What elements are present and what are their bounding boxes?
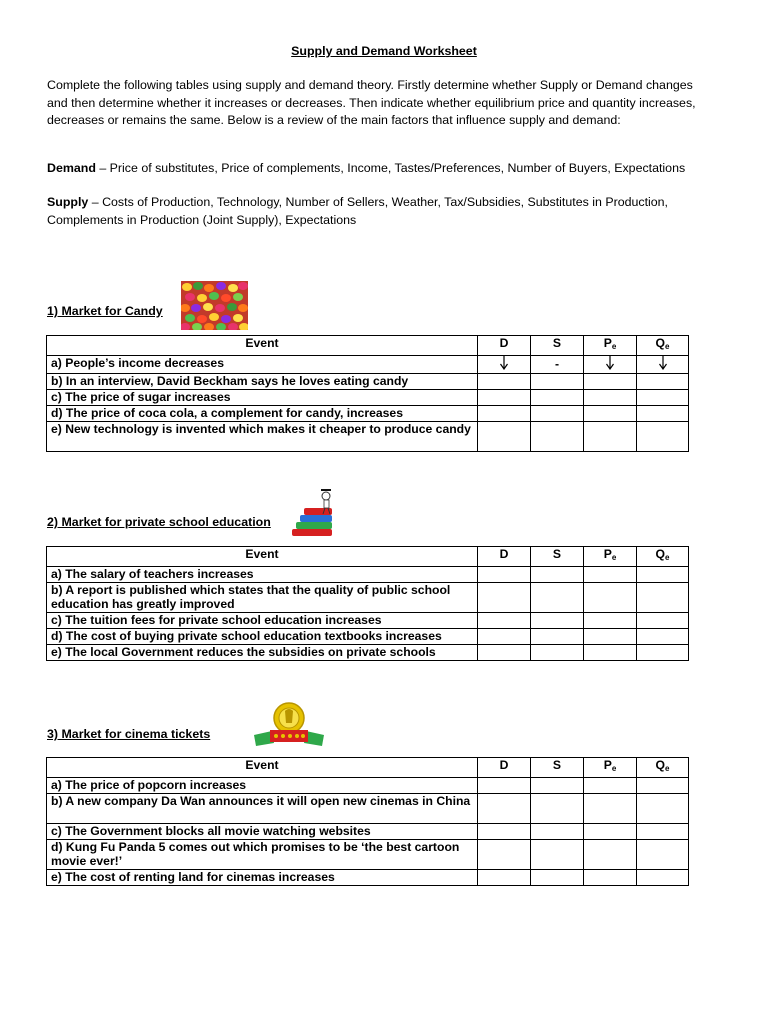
event-cell: e) The local Government reduces the subsidies on private schools <box>47 644 478 660</box>
col-s: S <box>531 758 584 778</box>
col-d: D <box>478 336 531 356</box>
demand-factors <box>47 160 727 178</box>
answer-qe-cell[interactable] <box>637 839 689 869</box>
event-cell: c) The tuition fees for private school education increases <box>47 612 478 628</box>
answer-pe-cell[interactable] <box>584 422 637 452</box>
event-cell: d) The price of coca cola, a complement for candy, increases <box>47 406 478 422</box>
table-row <box>47 582 689 612</box>
answer-qe-cell[interactable] <box>637 793 689 823</box>
answer-pe-cell[interactable] <box>584 390 637 406</box>
answer-d-cell[interactable] <box>478 355 531 374</box>
col-qe: $Q_e$ <box>637 758 689 778</box>
answer-qe-cell[interactable] <box>637 406 689 422</box>
event-cell: a) The price of popcorn increases <box>47 777 478 793</box>
answer-d-cell[interactable] <box>478 390 531 406</box>
answer-qe-cell[interactable] <box>637 644 689 660</box>
answer-d-cell[interactable] <box>478 566 531 582</box>
table-header-row <box>47 336 689 356</box>
event-cell: c) The price of sugar increases <box>47 390 478 406</box>
answer-qe-cell[interactable] <box>637 628 689 644</box>
answer-pe-cell[interactable] <box>584 406 637 422</box>
answer-s-cell[interactable] <box>531 612 584 628</box>
col-qe: $Q_e$ <box>637 336 689 356</box>
event-cell: b) A new company Da Wan announces it will open new cinemas in China <box>47 793 478 823</box>
answer-qe-cell[interactable] <box>637 390 689 406</box>
answer-s-cell[interactable] <box>531 777 584 793</box>
answer-qe-cell[interactable] <box>637 374 689 390</box>
section-3-heading <box>47 726 210 744</box>
table-row <box>47 612 689 628</box>
answer-s-cell[interactable] <box>531 628 584 644</box>
answer-pe-cell[interactable] <box>584 777 637 793</box>
answer-s-cell[interactable] <box>531 422 584 452</box>
col-s: S <box>531 547 584 567</box>
col-event: Event <box>47 547 478 567</box>
event-cell: a) People’s income decreases <box>47 355 478 374</box>
supply-factors <box>47 194 727 229</box>
answer-s-cell[interactable] <box>531 644 584 660</box>
event-cell: b) A report is published which states that the quality of public school education has greatly improved <box>47 582 478 612</box>
answer-pe-cell[interactable] <box>584 628 637 644</box>
section-1-number: 1) <box>47 304 59 318</box>
answer-qe-cell[interactable] <box>637 869 689 885</box>
answer-pe-cell[interactable] <box>584 869 637 885</box>
col-event: Event <box>47 336 478 356</box>
cinema-table <box>46 757 689 886</box>
table-row <box>47 390 689 406</box>
section-2-number: 2) <box>47 515 59 529</box>
table-row <box>47 566 689 582</box>
page-title: Supply and Demand Worksheet <box>291 44 477 58</box>
answer-qe-cell[interactable] <box>637 777 689 793</box>
candy-image <box>181 281 248 330</box>
answer-pe-cell[interactable] <box>584 839 637 869</box>
answer-d-cell[interactable] <box>478 612 531 628</box>
col-s: S <box>531 336 584 356</box>
section-1-title: Market for Candy <box>61 304 163 318</box>
event-cell: a) The salary of teachers increases <box>47 566 478 582</box>
table-row <box>47 406 689 422</box>
graduate-books-image <box>290 487 350 539</box>
answer-pe-cell[interactable] <box>584 612 637 628</box>
answer-s-cell[interactable] <box>531 566 584 582</box>
answer-pe-cell[interactable] <box>584 644 637 660</box>
answer-d-cell[interactable] <box>478 839 531 869</box>
demand-label: Demand <box>47 161 96 175</box>
intro-paragraph: Complete the following tables using supply and demand theory. Firstly determine whether Supply or Demand changes and then determine whether it increases or decreases. Then indicate whether equilibrium price and quantity increases, decreases or remains the same. Below is a review of the main factors that influence supply and demand: <box>47 78 696 127</box>
table-row <box>47 374 689 390</box>
answer-s-cell[interactable] <box>531 374 584 390</box>
answer-s-cell[interactable] <box>531 582 584 612</box>
answer-d-cell[interactable] <box>478 406 531 422</box>
col-event: Event <box>47 758 478 778</box>
answer-d-cell[interactable] <box>478 869 531 885</box>
answer-qe-cell[interactable] <box>637 823 689 839</box>
answer-pe-cell[interactable] <box>584 355 637 374</box>
answer-d-cell[interactable] <box>478 644 531 660</box>
table-row <box>47 628 689 644</box>
down-arrow-icon <box>499 356 509 370</box>
col-pe: $P_e$ <box>584 336 637 356</box>
answer-pe-cell[interactable] <box>584 374 637 390</box>
col-qe: $Q_e$ <box>637 547 689 567</box>
section-3-number: 3) <box>47 727 59 741</box>
event-cell: d) Kung Fu Panda 5 comes out which promises to be ‘the best cartoon movie ever!’ <box>47 839 478 869</box>
answer-d-cell[interactable] <box>478 777 531 793</box>
answer-s-cell[interactable] <box>531 839 584 869</box>
education-table <box>46 546 689 661</box>
event-cell: b) In an interview, David Beckham says he loves eating candy <box>47 374 478 390</box>
answer-qe-cell[interactable] <box>637 612 689 628</box>
col-d: D <box>478 758 531 778</box>
answer-s-cell[interactable] <box>531 406 584 422</box>
answer-s-cell[interactable] <box>531 869 584 885</box>
table-row <box>47 355 689 374</box>
section-2-heading <box>47 514 271 532</box>
answer-s-cell[interactable] <box>531 823 584 839</box>
section-2-title: Market for private school education <box>61 515 271 529</box>
answer-qe-cell[interactable] <box>637 355 689 374</box>
supply-label: Supply <box>47 195 89 209</box>
col-pe: $P_e$ <box>584 758 637 778</box>
event-cell: e) New technology is invented which makes it cheaper to produce candy <box>47 422 478 452</box>
table-row <box>47 869 689 885</box>
table-header-row <box>47 547 689 567</box>
down-arrow-icon <box>605 356 615 370</box>
answer-d-cell[interactable] <box>478 582 531 612</box>
table-header-row <box>47 758 689 778</box>
section-1-heading <box>47 303 163 321</box>
answer-pe-cell[interactable] <box>584 566 637 582</box>
table-row <box>47 777 689 793</box>
answer-s-cell[interactable]: - <box>531 355 584 374</box>
candy-table <box>46 335 689 452</box>
col-pe: $P_e$ <box>584 547 637 567</box>
answer-d-cell[interactable] <box>478 823 531 839</box>
section-3-title: Market for cinema tickets <box>61 727 211 741</box>
answer-pe-cell[interactable] <box>584 582 637 612</box>
demand-text: – Price of substitutes, Price of complements, Income, Tastes/Preferences, Number of Buyers, Expectations <box>95 161 686 175</box>
answer-pe-cell[interactable] <box>584 823 637 839</box>
answer-qe-cell[interactable] <box>637 566 689 582</box>
event-cell: e) The cost of renting land for cinemas increases <box>47 869 478 885</box>
down-arrow-icon <box>658 356 668 370</box>
event-cell: c) The Government blocks all movie watching websites <box>47 823 478 839</box>
table-row <box>47 793 689 823</box>
cinema-award-image <box>250 701 328 748</box>
answer-s-cell[interactable] <box>531 390 584 406</box>
answer-d-cell[interactable] <box>478 628 531 644</box>
supply-text: – Costs of Production, Technology, Number of Sellers, Weather, Tax/Subsidies, Substitutes in Production, Complements in Production (Joint Supply), Expectations <box>47 195 668 227</box>
answer-qe-cell[interactable] <box>637 582 689 612</box>
col-d: D <box>478 547 531 567</box>
answer-s-cell[interactable] <box>531 793 584 823</box>
answer-d-cell[interactable] <box>478 793 531 823</box>
answer-d-cell[interactable] <box>478 422 531 452</box>
answer-d-cell[interactable] <box>478 374 531 390</box>
event-cell: d) The cost of buying private school education textbooks increases <box>47 628 478 644</box>
table-row <box>47 839 689 869</box>
answer-pe-cell[interactable] <box>584 793 637 823</box>
table-row <box>47 422 689 452</box>
table-row <box>47 644 689 660</box>
table-row <box>47 823 689 839</box>
answer-qe-cell[interactable] <box>637 422 689 452</box>
